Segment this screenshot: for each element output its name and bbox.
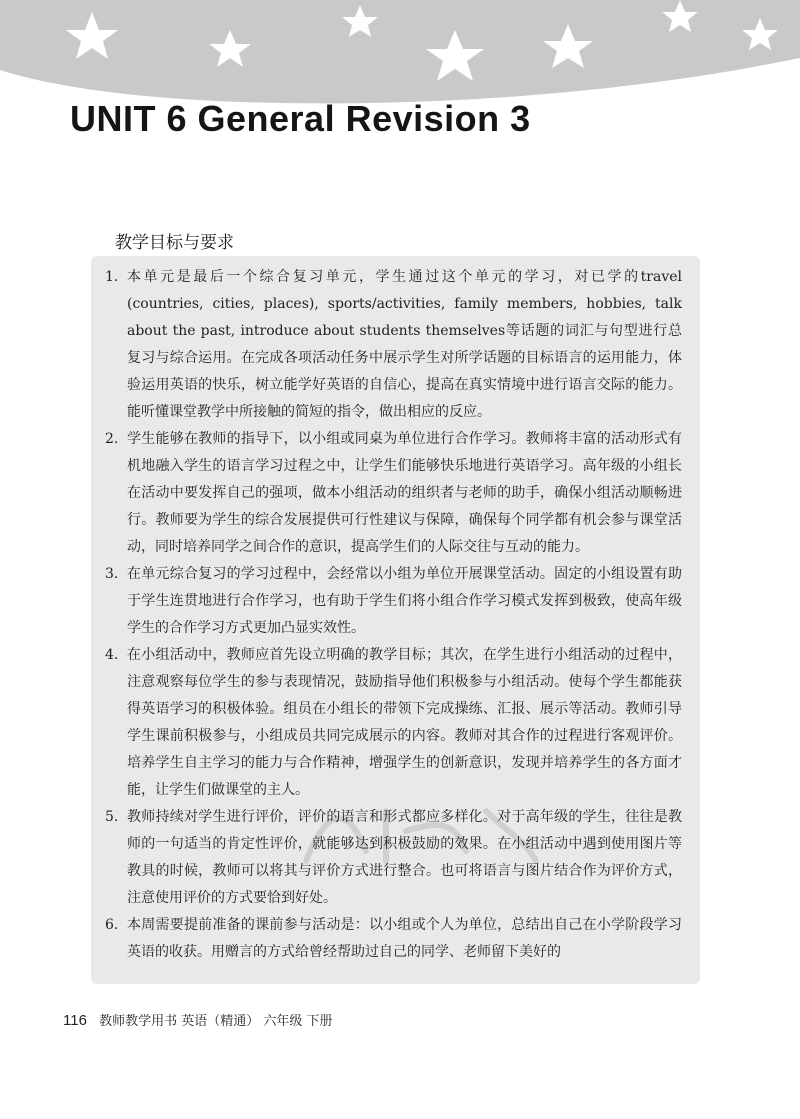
list-item <box>105 561 682 642</box>
item-number: 1. <box>105 269 119 285</box>
item-text: 在小组活动中，教师应首先设立明确的教学目标；其次，在学生进行小组活动的过程中，注意观察每位学生的参与表现情况，鼓励指导他们积极参与小组活动。使每个学生都能获得英语学习的积极体验。组员在小组长的带领下完成操练、汇报、展示等活动。教师引导学生课前积极参与，小组成员共同完成展示的内容。教师对其合作的过程进行客观评价。培养学生自主学习的能力与合作精神，增强学生的创新意识，发现并培养学生的各方面才能，让学生们做课堂的主人。 <box>127 647 682 798</box>
book-title: 教师教学用书 英语（精通） 六年级 下册 <box>99 1014 333 1029</box>
header-banner <box>0 0 800 110</box>
objectives-list <box>91 256 700 966</box>
item-text: 本周需要提前准备的课前参与活动是：以小组或个人为单位，总结出自己在小学阶段学习英语的收获。用赠言的方式给曾经帮助过自己的同学、老师留下美好的 <box>127 917 682 960</box>
item-number: 6. <box>105 917 119 933</box>
item-text: 学生能够在教师的指导下，以小组或同桌为单位进行合作学习。教师将丰富的活动形式有机地融入学生的语言学习过程之中，让学生们能够快乐地进行英语学习。高年级的小组长在活动中要发挥自己的强项，做本小组活动的组织者与老师的助手，确保小组活动顺畅进行。教师要为学生的综合发展提供可行性建议与保障，确保每个同学都有机会参与课堂活动，同时培养同学之间合作的意识，提高学生们的人际交往与互动的能力。 <box>127 431 682 555</box>
objectives-panel <box>91 256 700 984</box>
star-banner-graphic <box>0 0 800 110</box>
item-number: 5. <box>105 809 119 825</box>
list-item <box>105 264 682 426</box>
unit-title: UNIT 6 General Revision 3 <box>70 98 531 139</box>
list-item <box>105 804 682 912</box>
section-heading: 教学目标与要求 <box>115 228 234 258</box>
item-text: 教师持续对学生进行评价，评价的语言和形式都应多样化。对于高年级的学生，往往是教师的一句适当的肯定性评价，就能够达到积极鼓励的效果。在小组活动中遇到使用图片等教具的时候，教师可以将其与评价方式进行整合。也可将语言与图片结合作为评价方式，注意使用评价的方式要恰到好处。 <box>127 809 682 906</box>
item-text: 在单元综合复习的学习过程中，会经常以小组为单位开展课堂活动。固定的小组设置有助于学生连贯地进行合作学习，也有助于学生们将小组合作学习模式发挥到极致，使高年级学生的合作学习方式更加凸显实效性。 <box>127 566 682 636</box>
list-item <box>105 426 682 561</box>
page-footer <box>63 1010 332 1029</box>
list-item <box>105 642 682 804</box>
item-text: 本单元是最后一个综合复习单元，学生通过这个单元的学习，对已学的travel (countries, cities, places), sports/activities, family members, hobbies, talk about the past, introduce about students themselves等话题的词汇与句型进行总复习与综合运用。在完成各项活动任务中展示学生对所学话题的目标语言的运用能力，体验运用英语的快乐，树立能学好英语的自信心，提高在真实情境中进行语言交际的能力。能听懂课堂教学中所接触的简短的指令，做出相应的反应。 <box>127 269 682 420</box>
page-number: 116 <box>63 1012 87 1029</box>
item-number: 2. <box>105 431 119 447</box>
item-number: 3. <box>105 566 119 582</box>
item-number: 4. <box>105 647 119 663</box>
list-item <box>105 912 682 966</box>
